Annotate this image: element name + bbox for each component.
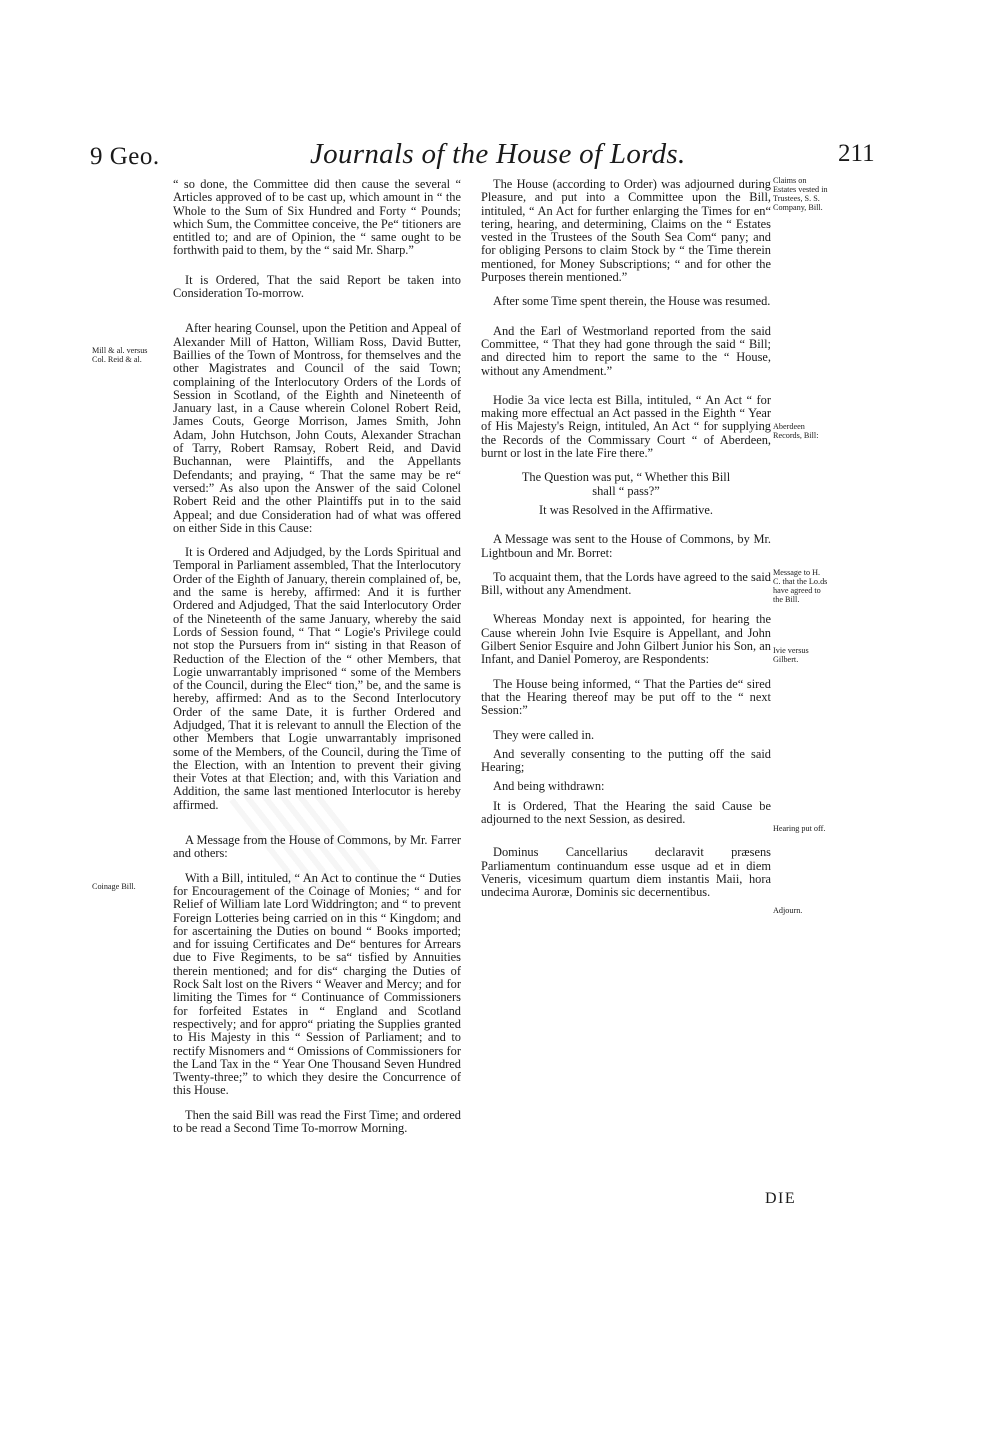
paragraph: It is Ordered, That the said Report be taken into Consideration To-morrow. <box>173 272 461 301</box>
paragraph: And the Earl of Westmorland reported from the said Committee, “ That they had gone through the said “ Bill; and directed him to report the same to the “ House, without any Amendment.” <box>481 323 771 378</box>
paragraph: “ so done, the Committee did then cause the several “ Articles approved of to be cast up, which amount in “ the Whole to the Sum of Six Hundred and Forty “ Pounds; which Sum, the Committee conceive, the Pe“ titioners are entitled to; and are of Opinion, the “ same ought to be forthwith paid to them, by the “ said Mr. Sharp.” <box>173 177 461 258</box>
paragraph: It is Ordered, That the Hearing the said Cause be adjourned to the next Session, as desired. <box>481 798 771 826</box>
paragraph: The House being informed, “ That the Parties de“ sired that the Hearing thereof may be put off to the “ next Session:” <box>481 676 771 718</box>
paragraph: And being withdrawn: <box>493 779 605 794</box>
paragraph: Hodie 3a vice lecta est Billa, intituled, “ An Act “ for making more effectual an Act passed in the Eighth “ Year of His Majesty's Reign, intituled, An Act “ for supplying the Records of the Commissary Court “ of Aberdeen, burnt or lost in the late Fire there.” <box>481 392 771 461</box>
paragraph: Then the said Bill was read the First Time; and ordered to be read a Second Time To-morrow Morning. <box>173 1107 461 1135</box>
margin-note-claims: Claims on Estates vested in Trustees, S. S. Company, Bill. <box>773 176 828 212</box>
paragraph: A Message was sent to the House of Commons, by Mr. Lightboun and Mr. Borret: <box>481 532 771 560</box>
paragraph: After hearing Counsel, upon the Petition and Appeal of Alexander Mill of Hatton, William Ross, David Butter, Baillies of the Town of Montross, for themselves and the other Magistrates and Council of the said Town; complaining of the Interlocutory Orders of the Lords of Session in Scotland, of the Eighth and Nineteenth of January last, in a Cause wherein Colonel Robert Reid, James Couts, George Morrison, James Smith, John Adam, John Hutchson, John Couts, Alexander Strachan of Tarry, Robert Ramsay, Robert Reid, and David Buchannan, were Plaintiffs, and the Appellants Defendants; and praying, “ That the same may be re“ versed:” As also upon the Answer of the said Colonel Robert Reid and the other Plaintiffs put in to the said Appeal; and due Consideration had of what was offered on either Side in this Cause: <box>173 321 461 535</box>
paragraph: And severally consenting to the putting off the said Hearing; <box>481 746 771 775</box>
paragraph: Dominus Cancellarius declaravit præsens Parliamentum continuandum esse usque ad et in diem Veneris, vicesimum quartum diem instantis Maii, hora undecima Auroræ, Dominis sic decernentibus. <box>481 845 771 900</box>
margin-note-aberdeen: Aberdeen Records, Bill: <box>773 422 819 440</box>
header-title: Journals of the House of Lords. <box>310 138 686 170</box>
margin-note-message: Message to H. C. that the Lo.ds have agreed to the Bill. <box>773 568 828 604</box>
header-regnal-year: 9 Geo. <box>90 143 160 170</box>
margin-note-mill: Mill & al. versus Col. Reid & al. <box>92 346 148 364</box>
paragraph: With a Bill, intituled, “ An Act to continue the “ Duties for Encouragement of the Coinage of Monies; “ and for Relief of William late Lord Widdrington; and “ to prevent Foreign Lotteries being carried on in this “ Kingdom; and for ascertaining the Duties on bound “ Books imported; and for issuing Certificates and De“ bentures for Arrears due to Five Regiments, to be sa“ tisfied by Annuities therein mentioned; and for dis“ charging the Duties of Rock Salt lost on the Rivers “ Weaver and Mercy; and for limiting the Times for “ Continuance of Commissioners for forfeited Estates in “ England and Scotland respectively; and for appro“ priating the Supplies granted to His Majesty in this “ Session of Parliament; and to rectify Misnomers and “ Omissions of Commissioners for the Land Tax in the “ Year One Thousand Seven Hundred Twenty-three;” to which they desire the Concurrence of this House. <box>173 870 461 1098</box>
left-column <box>173 178 461 1146</box>
margin-note-coinage: Coinage Bill. <box>92 882 136 891</box>
catchword: DIE <box>765 1190 797 1207</box>
margin-note-adjourn: Adjourn. <box>773 906 803 915</box>
margin-note-ivie: Ivie versus Gilbert. <box>773 646 809 664</box>
paragraph: They were called in. <box>493 727 595 742</box>
paragraph: Whereas Monday next is appointed, for hearing the Cause wherein John Ivie Esquire is Appellant, and John Gilbert Senior Esquire and John Gilbert Junior his Son, an Infant, and Daniel Pomeroy, are Respondents: <box>481 612 771 667</box>
paragraph: It was Resolved in the Affirmative. <box>539 502 713 517</box>
paragraph: A Message from the House of Commons, by Mr. Farrer and others: <box>173 833 461 861</box>
paragraph: To acquaint them, that the Lords have agreed to the said Bill, without any Amendment. <box>481 569 771 598</box>
paragraph: The Question was put, “ Whether this Bill shall “ pass?” <box>521 470 731 498</box>
page-number: 211 <box>838 140 875 167</box>
paragraph: It is Ordered and Adjudged, by the Lords Spiritual and Temporal in Parliament assembled, That the Interlocutory Order of the Eighth of January, therein complained of, be, and the same is hereby, affirmed: And it is further Ordered and Adjudged, That the said Interlocutory Order of the Nineteenth of the same January, whereby the said Lords of Session found, “ That “ Logie's Privilege could not stop the Pursuers from in“ sisting in that Reason of Reduction of the Election of the “ other Members, that Logie unwarrantably imprisoned “ some of the Members of the Council, during the Elec“ tion,” be, and the same is hereby, affirmed: And as to the Second Interlocutory Order of the same Date, it is further Ordered and Adjudged, That it is relevant to annull the Election of the other Members that Logie unwarrantably imprisoned some of the Members, of the Council, during the Time of the Election, with an Intention to prevent their giving their Votes at that Election; and, with this Variation and Addition, the same last mentioned Interlocutor is hereby affirmed. <box>173 545 461 812</box>
paragraph: After some Time spent therein, the House was resumed. <box>493 294 771 309</box>
margin-note-hearing: Hearing put off. <box>773 824 826 833</box>
paragraph: The House (according to Order) was adjourned during Pleasure, and put into a Committee upon the Bill, intituled, “ An Act for further enlarging the Times for en“ tering, hearing, and determining, Claims on the “ Estates vested in the Trustees of the South Sea Com“ pany; and for obliging Persons to claim Stock by “ the Time therein mentioned, for Money Subscriptions; “ and for other the Purposes therein mentioned.” <box>481 177 771 285</box>
right-column <box>481 178 771 910</box>
